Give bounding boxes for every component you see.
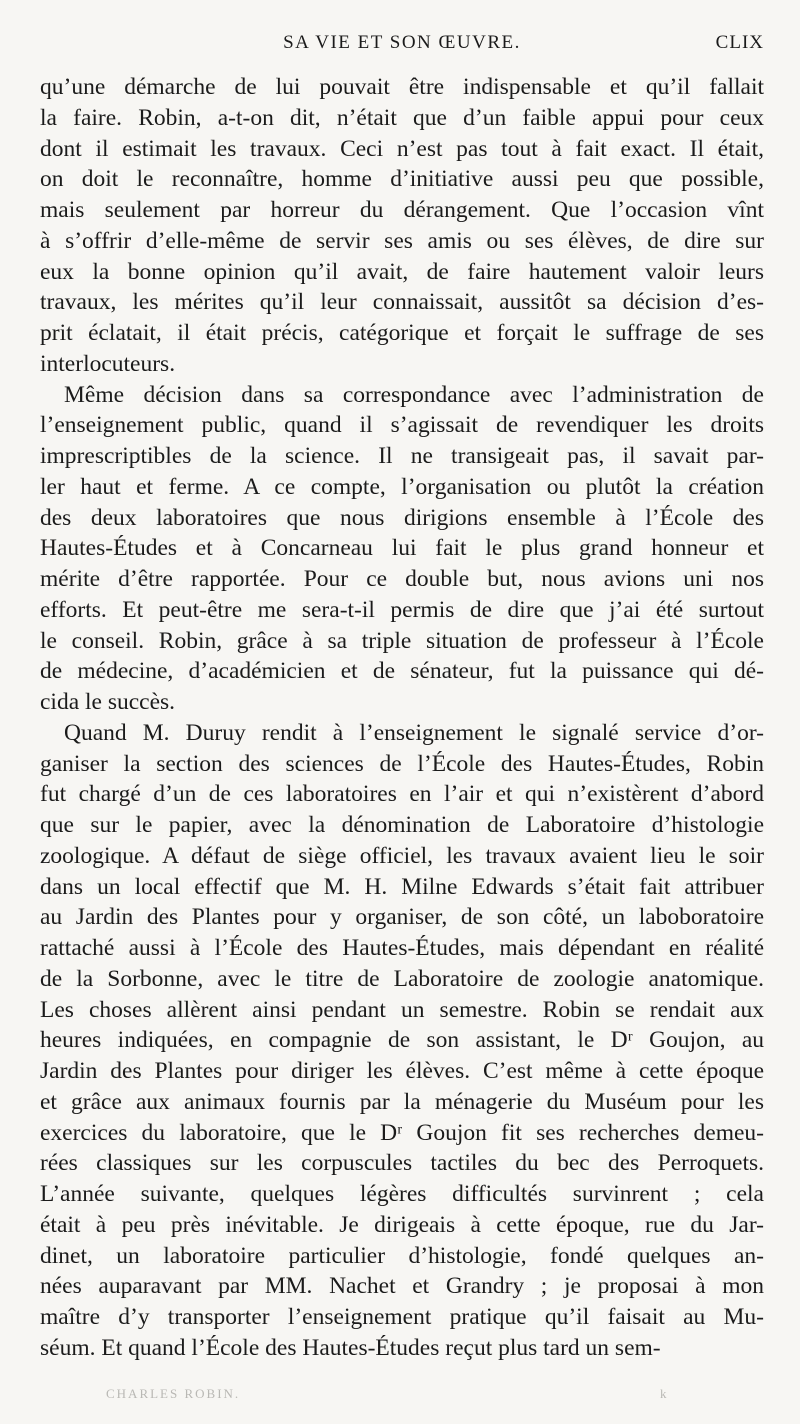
text-line: Jardin des Plantes pour diriger les élèves. C’est même à cette époque	[40, 1058, 764, 1084]
text-line: fut chargé d’un de ces laboratoires en l’air et qui n’existèrent d’abord	[40, 781, 764, 808]
signature-mark: CHARLES ROBIN.	[106, 1386, 241, 1401]
page-header	[40, 32, 764, 62]
paragraph	[40, 72, 764, 380]
text-line: on doit le reconnaître, homme d’initiative aussi peu que possible,	[40, 166, 764, 193]
text-line: le conseil. Robin, grâce à sa triple situation de professeur à l’École	[40, 627, 764, 654]
running-title: SA VIE ET SON ŒUVRE.	[283, 32, 521, 53]
text-line: eux la bonne opinion qu’il avait, de faire hautement valoir leurs	[40, 258, 764, 285]
text-line: zoologique. A défaut de siège officiel, les travaux avaient lieu le soir	[40, 842, 764, 869]
text-line: rattaché aussi à l’École des Hautes-Études, mais dépendant en réalité	[40, 935, 764, 961]
text-line: la faire. Robin, a-t-on dit, n’était que d’un faible appui pour ceux	[40, 104, 764, 131]
page-footer	[40, 1386, 764, 1410]
text-line: de médecine, d’académicien et de sénateur, fut la puissance qui dé-	[40, 658, 764, 685]
text-line: Hautes-Études et à Concarneau lui fait le plus grand honneur et	[40, 535, 764, 562]
text-line: dont il estimait les travaux. Ceci n’est pas tout à fait exact. Il était,	[40, 135, 764, 162]
text-line: cida le succès.	[40, 689, 176, 715]
text-line: était à peu près inévitable. Je dirigeais à cette époque, rue du Jar-	[40, 1211, 764, 1238]
text-line: imprescriptibles de la science. Il ne transigeait pas, il savait par-	[40, 443, 764, 469]
text-line: au Jardin des Plantes pour y organiser, de son côté, un laboboratoire	[40, 904, 764, 931]
text-line: séum. Et quand l’École des Hautes-Études reçut plus tard un sem-	[40, 1334, 661, 1361]
text-line: et grâce aux animaux fournis par la ménagerie du Muséum pour les	[40, 1088, 764, 1115]
text-line: heures indiquées, en compagnie de son assistant, le Dʳ Goujon, au	[40, 1027, 764, 1054]
text-line: efforts. Et peut-être me sera-t-il permis de dire que j’ai été surtout	[40, 596, 764, 623]
text-line: à s’offrir d’elle-même de servir ses amis ou ses élèves, de dire sur	[40, 227, 764, 254]
text-line: ler haut et ferme. A ce compte, l’organisation ou plutôt la création	[40, 473, 764, 500]
body-text	[40, 72, 764, 1364]
text-line: des deux laboratoires que nous dirigions ensemble à l’École des	[40, 504, 764, 531]
text-line: rées classiques sur les corpuscules tactiles du bec des Perroquets.	[40, 1150, 764, 1177]
text-line: Les choses allèrent ainsi pendant un semestre. Robin se rendait aux	[40, 996, 764, 1023]
text-line: dans un local effectif que M. H. Milne Edwards s’était fait attribuer	[40, 873, 764, 900]
text-line: qu’une démarche de lui pouvait être indispensable et qu’il fallait	[40, 74, 764, 100]
text-line: L’année suivante, quelques légères difficultés survinrent ; cela	[40, 1181, 764, 1207]
text-line: travaux, les mérites qu’il leur connaissait, aussitôt sa décision d’es-	[40, 289, 764, 316]
text-line: prit éclatait, il était précis, catégorique et forçait le suffrage de ses	[40, 320, 764, 346]
text-line: mérite d’être rapportée. Pour ce double but, nous avions uni nos	[40, 566, 764, 592]
text-line: dinet, un laboratoire particulier d’histologie, fondé quelques an-	[40, 1242, 764, 1269]
paragraph	[40, 380, 764, 718]
text-line: que sur le papier, avec la dénomination de Laboratoire d’histologie	[40, 812, 764, 838]
text-line: interlocuteurs.	[40, 350, 176, 377]
text-line: maître d’y transporter l’enseignement pratique qu’il faisait au Mu-	[40, 1304, 764, 1330]
paragraph	[40, 718, 764, 1364]
footer-mark: k	[660, 1386, 667, 1401]
text-line: de la Sorbonne, avec le titre de Laboratoire de zoologie anatomique.	[40, 965, 764, 992]
page-number: CLIX	[715, 32, 764, 53]
text-line: exercices du laboratoire, que le Dʳ Goujon fit ses recherches demeu-	[40, 1119, 764, 1146]
text-line: Quand M. Duruy rendit à l’enseignement le signalé service d’or-	[64, 719, 764, 746]
text-line: ganiser la section des sciences de l’École des Hautes-Études, Robin	[40, 750, 764, 777]
text-line: mais seulement par horreur du dérangement. Que l’occasion vînt	[40, 197, 764, 223]
text-line: l’enseignement public, quand il s’agissait de revendiquer les droits	[40, 412, 764, 439]
text-line: nées auparavant par MM. Nachet et Grandry ; je proposai à mon	[40, 1273, 764, 1300]
text-line: Même décision dans sa correspondance avec l’administration de	[64, 381, 764, 408]
